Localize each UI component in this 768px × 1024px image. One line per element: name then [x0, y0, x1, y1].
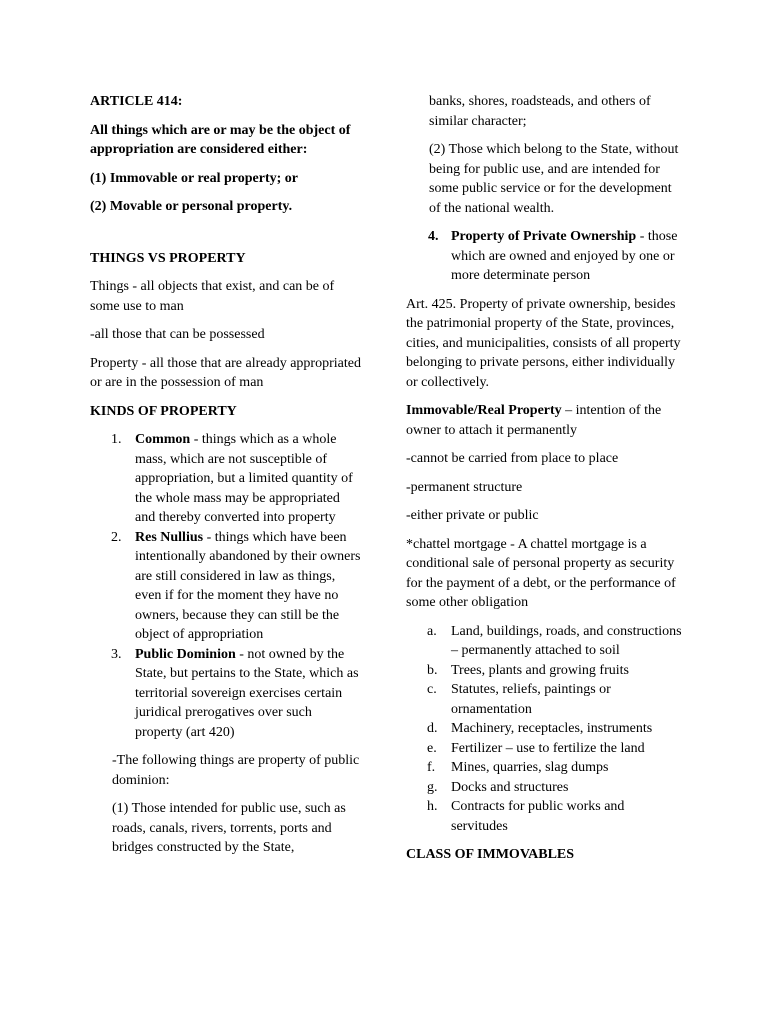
immovable-definition [406, 401, 682, 440]
list-marker: h. [427, 799, 438, 814]
kinds-list [90, 430, 362, 742]
list-item [406, 758, 682, 778]
list-marker: g. [427, 779, 438, 795]
list-marker: b. [427, 662, 438, 678]
example-text: Land, buildings, roads, and constructions – permanently attached to soil [451, 623, 682, 658]
permanent-structure: -permanent structure [406, 479, 523, 495]
immovable-text: – intention of the owner to attach it permanently [406, 403, 662, 438]
list-marker: a. [427, 623, 437, 639]
article-intro: All things which are or may be the object of appropriation are considered either: [90, 122, 351, 157]
list-item [406, 739, 682, 759]
list-item [406, 227, 682, 286]
list-marker: e. [427, 740, 437, 756]
kinds-of-property-heading: KINDS OF PROPERTY [90, 403, 237, 419]
example-text: Fertilizer – use to fertilize the land [451, 740, 645, 756]
list-marker: 1. [111, 432, 122, 447]
example-text: Trees, plants and growing fruits [451, 662, 629, 678]
private-ownership-list [406, 227, 682, 286]
things-vs-property-heading: THINGS VS PROPERTY [90, 250, 246, 266]
kind-term: Common [135, 432, 191, 447]
immovable-term: Immovable/Real Property [406, 403, 562, 418]
list-item [406, 661, 682, 681]
immovable-examples-list [406, 622, 682, 837]
kind-term: Public Dominion [135, 646, 236, 662]
list-item [406, 797, 682, 836]
chattel-mortgage: *chattel mortgage - A chattel mortgage is a conditional sale of personal property as security for the payment of a debt, or the performance of some other obligation [406, 536, 676, 610]
list-marker: d. [427, 721, 438, 736]
kind-term: Res Nullius [135, 529, 204, 545]
public-use-continuation: banks, shores, roadsteads, and others of similar character; [429, 94, 651, 129]
public-dominion-following: -The following things are property of public dominion: [112, 753, 360, 788]
list-marker: c. [427, 682, 437, 697]
spacer [90, 226, 362, 249]
list-marker: 3. [111, 646, 122, 662]
right-column [406, 92, 682, 874]
private-ownership-term: Property of Private Ownership [451, 229, 637, 244]
list-marker: 4. [428, 229, 439, 244]
list-item [406, 719, 682, 739]
things-definition: Things - all objects that exist, and can be of some use to man [90, 279, 335, 314]
kind-text: - things which have been intentionally abandoned by their owners are still considered in law as things, even if for the moment they have no owners, because they can still be the object of appropriation [135, 529, 361, 642]
example-text: Contracts for public works and servitudes [451, 799, 625, 834]
article-item-movable: (2) Movable or personal property. [90, 199, 293, 214]
public-use-item: (1) Those intended for public use, such as roads, canals, rivers, torrents, ports and bridges constructed by the State, [112, 801, 346, 855]
example-text: Machinery, receptacles, instruments [451, 721, 653, 736]
art-425: Art. 425. Property of private ownership, besides the patrimonial property of the State, provinces, cities, and municipalities, consists of all property belonging to private persons, either individually or collectively. [406, 296, 681, 390]
example-text: Mines, quarries, slag dumps [451, 760, 609, 775]
list-item [90, 645, 362, 743]
list-item [90, 430, 362, 528]
article-item-immovable: (1) Immovable or real property; or [90, 170, 299, 186]
private-ownership-text: - those which are owned and enjoyed by one or more determinate person [451, 229, 678, 283]
example-text: Docks and structures [451, 779, 569, 795]
kind-text: - not owned by the State, but pertains to the State, which as territorial sovereign exercises certain juridical prerogatives over such property (art 420) [135, 646, 359, 740]
list-marker: f. [427, 760, 436, 775]
list-item [90, 528, 362, 645]
list-item [406, 778, 682, 798]
list-marker: 2. [111, 529, 122, 545]
state-property-item: (2) Those which belong to the State, without being for public use, and are intended for some public service or for the development of the national wealth. [429, 142, 679, 216]
private-or-public: -either private or public [406, 508, 539, 523]
kind-text: - things which as a whole mass, which are not susceptible of appropriation, but a limited quantity of the whole mass may be appropriated and thereby converted into property [135, 432, 353, 525]
class-of-immovables-heading: CLASS OF IMMOVABLES [406, 847, 575, 862]
example-text: Statutes, reliefs, paintings or ornamentation [451, 682, 611, 717]
things-definition-2: -all those that can be possessed [90, 327, 265, 342]
list-item [406, 622, 682, 661]
cannot-be-carried: -cannot be carried from place to place [406, 451, 619, 466]
left-column [90, 92, 362, 867]
property-definition: Property - all those that are already appropriated or are in the possession of man [90, 355, 361, 390]
article-title: ARTICLE 414: [90, 94, 183, 109]
list-item [406, 680, 682, 719]
